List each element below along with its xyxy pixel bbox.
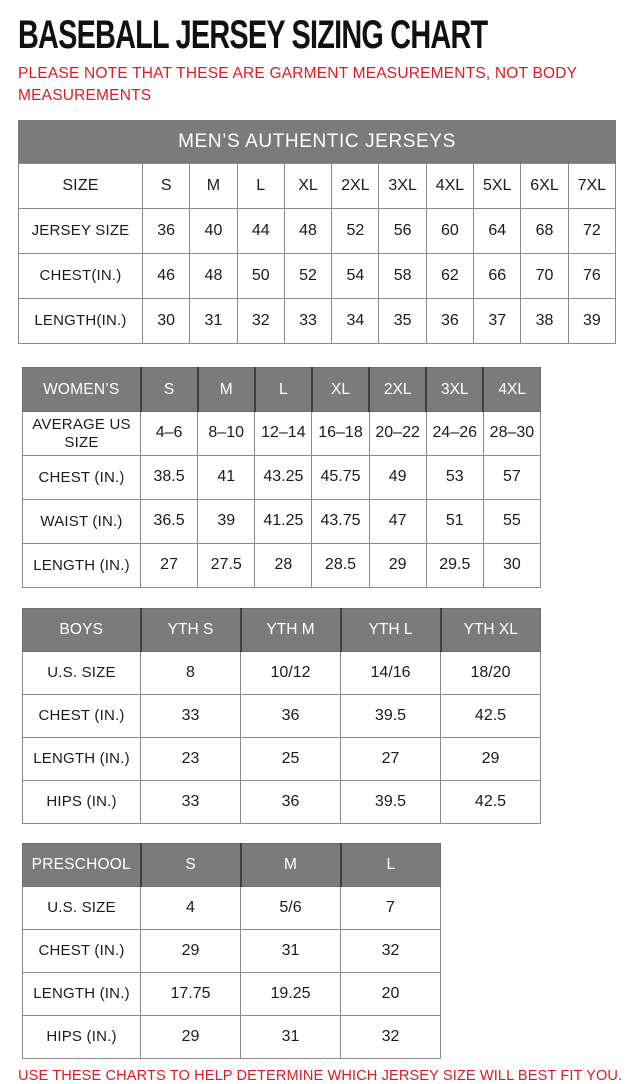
table-row [19, 299, 616, 344]
table-row [23, 500, 541, 544]
table-cell: 54 [332, 254, 379, 299]
table-header-cell: L [237, 164, 284, 209]
table-cell: 35 [379, 299, 426, 344]
mens-authentic-jerseys-banner [18, 120, 616, 163]
row-label: LENGTH (IN.) [23, 544, 141, 588]
table-cell: 12–14 [255, 412, 312, 456]
table-header-cell: XL [312, 368, 369, 412]
table-cell: 36 [143, 209, 190, 254]
table-cell: 5/6 [241, 887, 341, 930]
table-header-row [23, 609, 541, 652]
table-cell: 40 [190, 209, 237, 254]
table-cell: 28–30 [483, 412, 540, 456]
preschool-size-table [22, 843, 616, 1059]
table-row [23, 652, 541, 695]
table-cell: 76 [568, 254, 615, 299]
table-header-cell: YTH S [141, 609, 241, 652]
table-row [23, 973, 441, 1016]
table-cell: 39.5 [341, 695, 441, 738]
row-label: HIPS (IN.) [23, 1016, 141, 1059]
table-header-row [23, 844, 441, 887]
table-cell: 42.5 [441, 781, 541, 824]
table-cell: 64 [474, 209, 521, 254]
table-cell: 68 [521, 209, 568, 254]
table-cell: 8 [141, 652, 241, 695]
table-row [23, 544, 541, 588]
row-label: CHEST (IN.) [23, 930, 141, 973]
table-header-cell: L [255, 368, 312, 412]
table-header-cell: 6XL [521, 164, 568, 209]
table-cell: 25 [241, 738, 341, 781]
table-cell: 20 [341, 973, 441, 1016]
table-header-cell: YTH M [241, 609, 341, 652]
table-header-cell: S [141, 368, 198, 412]
table-header-cell: S [143, 164, 190, 209]
row-label: LENGTH(IN.) [19, 299, 143, 344]
table-cell: 27 [341, 738, 441, 781]
table-cell: 57 [483, 456, 540, 500]
table-cell: 4 [141, 887, 241, 930]
table-header-cell: 5XL [474, 164, 521, 209]
table-cell: 51 [426, 500, 483, 544]
table-cell: 28.5 [312, 544, 369, 588]
table-header-cell: 3XL [379, 164, 426, 209]
row-label: U.S. SIZE [23, 887, 141, 930]
table-header-label: SIZE [19, 164, 143, 209]
table-cell: 18/20 [441, 652, 541, 695]
table-cell: 29 [141, 1016, 241, 1059]
table-cell: 70 [521, 254, 568, 299]
table-cell: 27.5 [198, 544, 255, 588]
mens-banner-label: MEN’S AUTHENTIC JERSEYS [178, 130, 456, 152]
table-header-cell: M [198, 368, 255, 412]
table-cell: 45.75 [312, 456, 369, 500]
table-cell: 17.75 [141, 973, 241, 1016]
table-row [23, 412, 541, 456]
table-cell: 46 [143, 254, 190, 299]
row-label: CHEST (IN.) [23, 456, 141, 500]
table-cell: 39 [568, 299, 615, 344]
table-header-row [23, 368, 541, 412]
row-label: AVERAGE US SIZE [23, 412, 141, 456]
table-cell: 36.5 [141, 500, 198, 544]
table-cell: 38.5 [141, 456, 198, 500]
table-cell: 43.25 [255, 456, 312, 500]
table-cell: 28 [255, 544, 312, 588]
table-cell: 44 [237, 209, 284, 254]
mens-size-table [18, 163, 616, 344]
size-table [22, 843, 441, 1059]
table-header-cell: S [141, 844, 241, 887]
table-row [23, 1016, 441, 1059]
table-cell: 29 [369, 544, 426, 588]
table-header-cell: 4XL [483, 368, 540, 412]
table-cell: 62 [426, 254, 473, 299]
table-header-cell: 2XL [369, 368, 426, 412]
table-header-label: PRESCHOOL [23, 844, 141, 887]
table-row [23, 887, 441, 930]
table-cell: 39.5 [341, 781, 441, 824]
table-header-cell: 2XL [332, 164, 379, 209]
table-header-label: WOMEN’S [23, 368, 141, 412]
table-header-cell: M [190, 164, 237, 209]
table-cell: 60 [426, 209, 473, 254]
row-label: U.S. SIZE [23, 652, 141, 695]
table-cell: 52 [284, 254, 331, 299]
table-row [23, 781, 541, 824]
table-cell: 42.5 [441, 695, 541, 738]
table-cell: 33 [284, 299, 331, 344]
table-cell: 10/12 [241, 652, 341, 695]
table-header-cell: 7XL [568, 164, 615, 209]
table-cell: 36 [241, 781, 341, 824]
table-cell: 34 [332, 299, 379, 344]
table-cell: 23 [141, 738, 241, 781]
table-cell: 29.5 [426, 544, 483, 588]
garment-measurement-note: PLEASE NOTE THAT THESE ARE GARMENT MEASUREMENTS, NOT BODY MEASUREMENTS [18, 65, 577, 104]
table-cell: 4–6 [141, 412, 198, 456]
table-cell: 33 [141, 781, 241, 824]
table-cell: 36 [426, 299, 473, 344]
row-label: LENGTH (IN.) [23, 973, 141, 1016]
boys-size-table [22, 608, 616, 824]
table-cell: 41 [198, 456, 255, 500]
row-label: HIPS (IN.) [23, 781, 141, 824]
table-row [23, 930, 441, 973]
table-header-label: BOYS [23, 609, 141, 652]
table-cell: 58 [379, 254, 426, 299]
row-label: CHEST(IN.) [19, 254, 143, 299]
table-header-cell: YTH L [341, 609, 441, 652]
size-table [22, 367, 541, 588]
table-header-cell: XL [284, 164, 331, 209]
table-cell: 30 [143, 299, 190, 344]
table-cell: 20–22 [369, 412, 426, 456]
table-cell: 55 [483, 500, 540, 544]
table-header-cell: M [241, 844, 341, 887]
table-cell: 32 [341, 930, 441, 973]
table-cell: 48 [284, 209, 331, 254]
table-cell: 43.75 [312, 500, 369, 544]
table-cell: 32 [341, 1016, 441, 1059]
table-cell: 19.25 [241, 973, 341, 1016]
table-row [23, 456, 541, 500]
table-row [19, 209, 616, 254]
table-header-cell: 4XL [426, 164, 473, 209]
table-row [23, 695, 541, 738]
table-header-cell: YTH XL [441, 609, 541, 652]
table-header-cell: L [341, 844, 441, 887]
table-cell: 31 [241, 1016, 341, 1059]
table-cell: 33 [141, 695, 241, 738]
table-cell: 14/16 [341, 652, 441, 695]
table-cell: 52 [332, 209, 379, 254]
table-cell: 32 [237, 299, 284, 344]
row-label: LENGTH (IN.) [23, 738, 141, 781]
row-label: CHEST (IN.) [23, 695, 141, 738]
table-cell: 50 [237, 254, 284, 299]
table-cell: 36 [241, 695, 341, 738]
table-cell: 37 [474, 299, 521, 344]
table-cell: 39 [198, 500, 255, 544]
table-cell: 48 [190, 254, 237, 299]
table-cell: 7 [341, 887, 441, 930]
table-header-cell: 3XL [426, 368, 483, 412]
table-row [19, 254, 616, 299]
table-cell: 30 [483, 544, 540, 588]
table-cell: 8–10 [198, 412, 255, 456]
table-cell: 47 [369, 500, 426, 544]
size-table [22, 608, 541, 824]
fit-advice-footer: USE THESE CHARTS TO HELP DETERMINE WHICH JERSEY SIZE WILL BEST FIT YOU. [18, 1068, 623, 1084]
womens-size-table [22, 367, 616, 588]
table-cell: 49 [369, 456, 426, 500]
table-cell: 29 [441, 738, 541, 781]
table-cell: 56 [379, 209, 426, 254]
size-table [18, 163, 616, 344]
table-cell: 53 [426, 456, 483, 500]
table-cell: 31 [190, 299, 237, 344]
table-cell: 41.25 [255, 500, 312, 544]
table-cell: 38 [521, 299, 568, 344]
table-cell: 31 [241, 930, 341, 973]
row-label: JERSEY SIZE [19, 209, 143, 254]
table-cell: 16–18 [312, 412, 369, 456]
table-cell: 72 [568, 209, 615, 254]
page-title: BASEBALL JERSEY SIZING CHART [18, 12, 488, 57]
table-cell: 24–26 [426, 412, 483, 456]
table-cell: 27 [141, 544, 198, 588]
table-cell: 29 [141, 930, 241, 973]
table-row [23, 738, 541, 781]
table-cell: 66 [474, 254, 521, 299]
row-label: WAIST (IN.) [23, 500, 141, 544]
table-header-row [19, 164, 616, 209]
